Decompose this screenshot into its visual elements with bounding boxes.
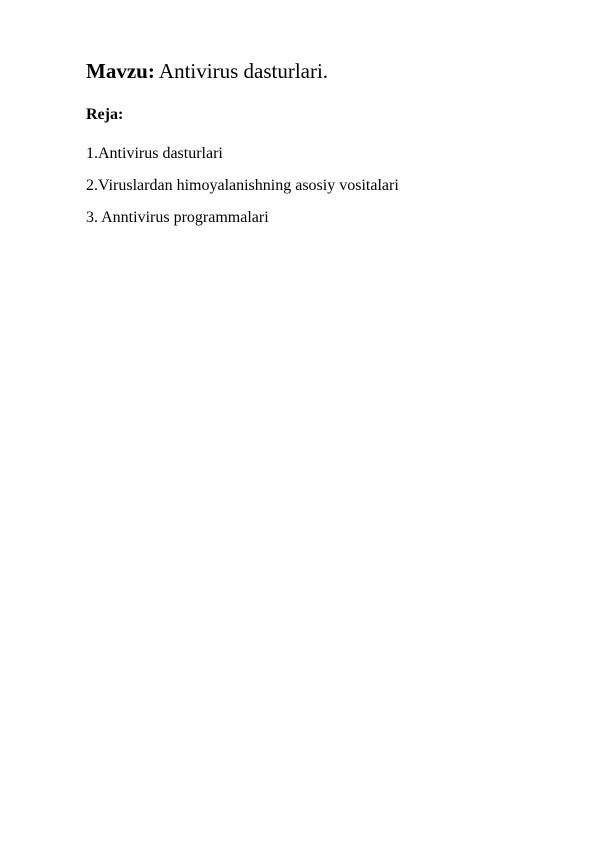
plan-item: 2.Viruslardan himoyalanishning asosiy vositalari bbox=[86, 177, 399, 194]
plan-item: 3. Anntivirus programmalari bbox=[86, 209, 269, 226]
plan-item: 1.Antivirus dasturlari bbox=[86, 145, 223, 162]
document-title bbox=[86, 58, 328, 84]
title-text: Antivirus dasturlari. bbox=[158, 59, 329, 83]
title-label: Mavzu: bbox=[86, 59, 155, 83]
plan-heading: Reja: bbox=[86, 106, 124, 123]
plan-list bbox=[86, 144, 399, 240]
